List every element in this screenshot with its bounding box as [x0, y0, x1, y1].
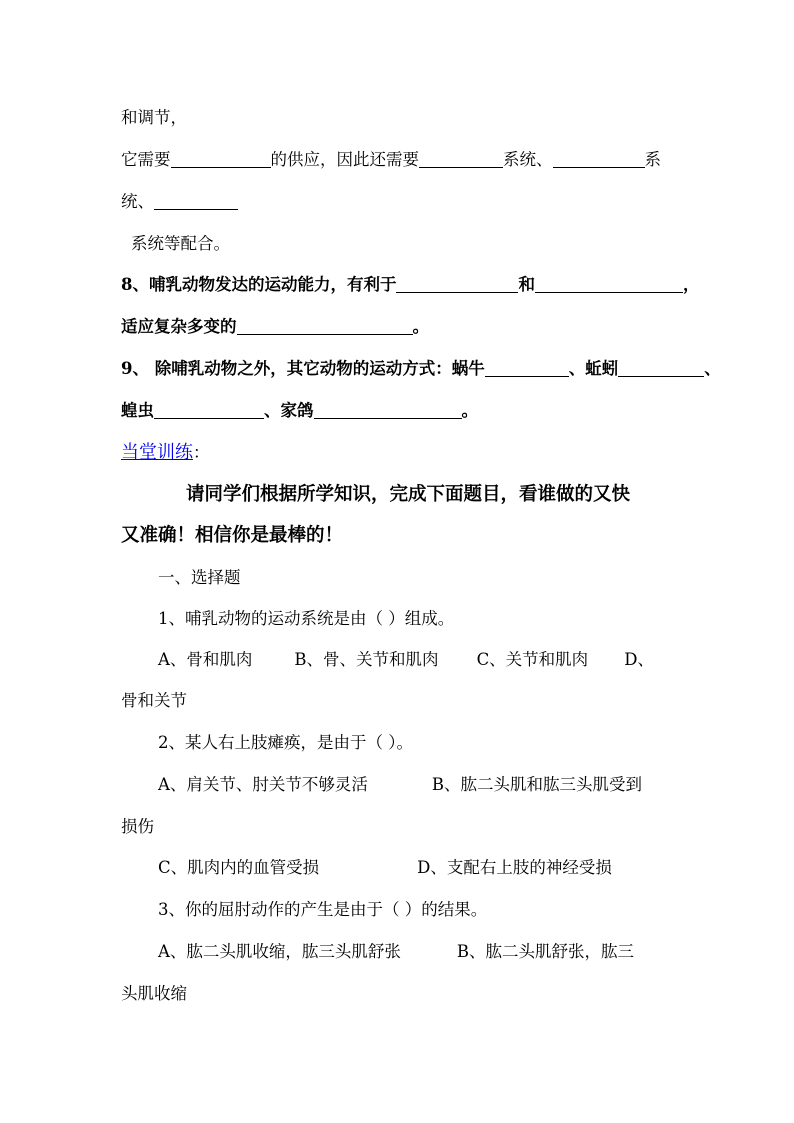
text-fragment: 一、选择题: [158, 568, 241, 587]
text-fragment: 3、你的屈肘动作的产生是由于（ ）的结果。: [158, 900, 488, 919]
option-a[interactable]: A、肩关节、肘关节不够灵活: [158, 775, 368, 794]
question-3-options: [158, 940, 634, 964]
text-fragment: ，: [682, 275, 700, 294]
option-d[interactable]: D、: [624, 650, 654, 669]
text-line: [131, 232, 230, 256]
text-fragment: 损伤: [121, 817, 154, 836]
text-fragment: 2、某人右上肢瘫痪，是由于（ ）。: [158, 733, 413, 752]
text-fragment: 它需要: [121, 150, 171, 169]
question-3-wrap: [121, 982, 187, 1006]
text-fragment: 骨和关节: [121, 691, 187, 710]
text-fragment: 、: [704, 359, 721, 378]
option-a[interactable]: A、骨和肌肉: [158, 650, 253, 669]
text-fragment: 又准确！相信你是最棒的！: [121, 525, 344, 546]
text-fragment: 9、 除哺乳动物之外，其它动物的运动方式：蜗牛: [121, 359, 485, 378]
option-b[interactable]: B、肱二头肌舒张，肱三: [456, 942, 635, 961]
fill-in-line: [121, 190, 238, 214]
intro-line: [186, 483, 630, 507]
question-2-options-2: [158, 856, 612, 880]
option-b[interactable]: B、肱二头肌和肱三头肌受到: [431, 775, 643, 794]
text-fragment: 8、哺乳动物发达的运动能力，有利于: [121, 275, 397, 294]
question-9: [121, 357, 721, 381]
text-fragment: 和: [518, 275, 535, 294]
text-fragment: 系: [644, 150, 661, 169]
option-c[interactable]: C、肌肉内的血管受损: [158, 858, 320, 877]
text-fragment: 适应复杂多变的: [121, 317, 237, 336]
text-fragment: 1、哺乳动物的运动系统是由（ ）组成。: [158, 609, 455, 628]
answer-blank[interactable]: [396, 274, 518, 293]
text-fragment: 。: [461, 401, 478, 420]
option-b[interactable]: B、骨、关节和肌肉: [294, 650, 439, 669]
text-fragment: 的供应，因此还需要: [270, 150, 419, 169]
question-2: [158, 731, 413, 755]
text-fragment: ：: [193, 443, 210, 462]
question-2-options: [158, 773, 642, 797]
question-1-options: [158, 648, 654, 672]
text-fragment: 头肌收缩: [121, 984, 187, 1003]
intro-line: [121, 524, 343, 548]
answer-blank[interactable]: [154, 400, 264, 419]
text-fragment: 系统、: [503, 150, 553, 169]
answer-blank[interactable]: [553, 149, 645, 168]
question-3: [158, 898, 487, 922]
answer-blank[interactable]: [154, 191, 238, 210]
text-fragment: 统、: [121, 192, 154, 211]
option-c[interactable]: C、关节和肌肉: [476, 650, 589, 669]
option-a[interactable]: A、肱二头肌收缩，肱三头肌舒张: [158, 942, 401, 961]
practice-link[interactable]: 当堂训练: [121, 442, 193, 463]
question-1-wrap: [121, 689, 187, 713]
text-fragment: 。: [412, 317, 429, 336]
answer-blank[interactable]: [171, 149, 271, 168]
text-fragment: 系统等配合。: [131, 234, 230, 253]
section-title: [121, 441, 210, 465]
answer-blank[interactable]: [419, 149, 503, 168]
question-8-cont: [121, 315, 429, 339]
question-2-wrap: [121, 815, 154, 839]
text-fragment: 请同学们根据所学知识，完成下面题目，看谁做的又快: [186, 484, 631, 505]
text-fragment: 、蚯蚓: [568, 359, 619, 378]
text-fragment: 和调节，: [121, 108, 187, 127]
question-8: [121, 273, 699, 297]
option-d[interactable]: D、支配右上肢的神经受损: [417, 858, 612, 877]
section-heading: [158, 566, 241, 590]
answer-blank[interactable]: [314, 400, 462, 419]
text-fragment: 蝗虫: [121, 401, 154, 420]
question-9-cont: [121, 399, 478, 423]
text-line: [121, 106, 187, 130]
answer-blank[interactable]: [618, 358, 704, 377]
answer-blank[interactable]: [237, 316, 413, 335]
fill-in-line: [121, 148, 661, 172]
text-fragment: 、家鸽: [264, 401, 314, 420]
answer-blank[interactable]: [535, 274, 683, 293]
question-1: [158, 607, 454, 631]
answer-blank[interactable]: [485, 358, 569, 377]
